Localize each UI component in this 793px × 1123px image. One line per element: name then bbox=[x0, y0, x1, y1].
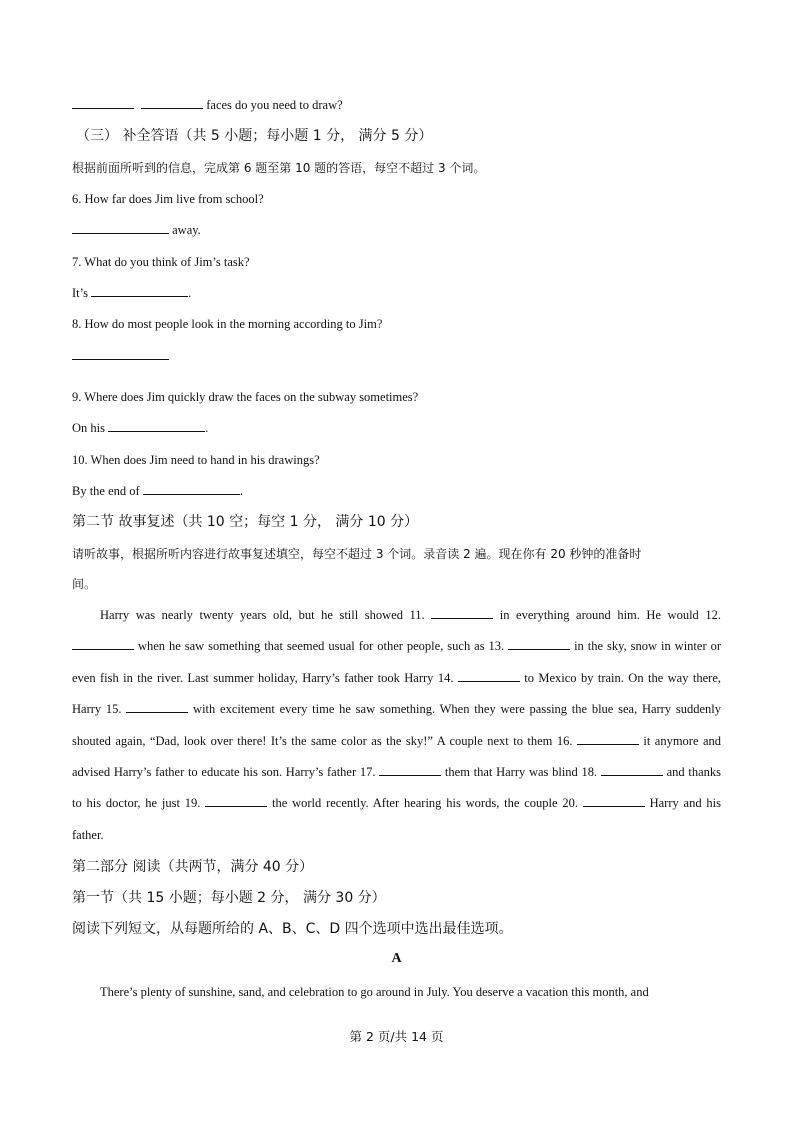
answer-blank[interactable] bbox=[143, 483, 240, 495]
story-text: Harry was nearly twenty years old, but he still showed 11. bbox=[100, 608, 432, 622]
answer-blank[interactable] bbox=[91, 285, 188, 297]
question-10: 10. When does Jim need to hand in his drawings? bbox=[72, 453, 320, 467]
story-text: to Mexico by train. On the way there, Harry 15. bbox=[72, 670, 721, 717]
story-text: in everything around him. He would 12. bbox=[493, 608, 721, 622]
blank-12[interactable] bbox=[72, 638, 134, 650]
story-text: when he saw something that seemed usual for other people, such as 13. bbox=[134, 639, 509, 654]
blank-13[interactable] bbox=[508, 638, 570, 650]
reading-section-1-heading: 第一节（共 15 小题；每小题 2 分， 满分 30 分） bbox=[72, 890, 386, 906]
section-3-instruction: 根据前面所听到的信息，完成第 6 题至第 10 题的答语，每空不超过 3 个词。 bbox=[72, 161, 486, 175]
page-footer: 第 2 页/共 14 页 bbox=[349, 1029, 444, 1044]
answer-6 bbox=[72, 222, 201, 238]
question-9: 9. Where does Jim quickly draw the faces on the subway sometimes? bbox=[72, 390, 419, 404]
answer-suffix: . bbox=[188, 286, 192, 300]
blank-18[interactable] bbox=[601, 764, 663, 776]
question-8: 8. How do most people look in the morning according to Jim? bbox=[72, 317, 383, 331]
story-text: and thanks to his doctor, he just 19. bbox=[72, 765, 721, 811]
reading-part-heading: 第二部分 阅读（共两节，满分 40 分） bbox=[72, 859, 314, 875]
answer-suffix: away. bbox=[169, 223, 201, 237]
blank-16[interactable] bbox=[577, 733, 639, 745]
part-2-instruction-cont: 间。 bbox=[72, 577, 97, 591]
answer-prefix: By the end of bbox=[72, 484, 143, 498]
answer-blank[interactable] bbox=[141, 97, 203, 109]
blank-20[interactable] bbox=[583, 795, 645, 807]
answer-10 bbox=[72, 483, 243, 499]
part-2-heading: 第二节 故事复述（共 10 空；每空 1 分， 满分 10 分） bbox=[72, 514, 419, 530]
question-6: 6. How far does Jim live from school? bbox=[72, 192, 264, 206]
blank-15[interactable] bbox=[126, 701, 188, 713]
story-text: Harry and his father. bbox=[72, 796, 721, 842]
question-7: 7. What do you think of Jim’s task? bbox=[72, 255, 250, 269]
answer-9 bbox=[72, 420, 208, 436]
story-text: with excitement every time he saw something. When they were passing the blue sea, Harry suddenly shouted again, “Dad, look over there! It’s the same color as the sky!” A couple next to them 16. bbox=[72, 702, 721, 748]
passage-label: A bbox=[391, 951, 402, 966]
answer-blank[interactable] bbox=[72, 222, 169, 234]
blank-19[interactable] bbox=[205, 795, 267, 807]
answer-prefix: On his bbox=[72, 421, 109, 435]
story-paragraph bbox=[72, 600, 721, 851]
answer-8 bbox=[72, 348, 169, 364]
blank-11[interactable] bbox=[431, 607, 493, 619]
story-text: in the sky, snow in winter or even fish in the river. Last summer holiday, Harry’s father took Harry 14. bbox=[72, 639, 721, 685]
answer-prefix: It’s bbox=[72, 286, 92, 300]
blank-14[interactable] bbox=[458, 670, 520, 682]
answer-blank[interactable] bbox=[72, 348, 169, 360]
reading-instruction: 阅读下列短文，从每题所给的 A、B、C、D 四个选项中选出最佳选项。 bbox=[72, 921, 513, 937]
section-3-heading: （三） 补全答语（共 5 小题；每小题 1 分， 满分 5 分） bbox=[76, 128, 433, 144]
part-2-instruction: 请听故事，根据所听内容进行故事复述填空，每空不超过 3 个词。录音读 2 遍。现在你有 20 秒钟的准备时 bbox=[72, 547, 642, 561]
answer-blank[interactable] bbox=[108, 420, 205, 432]
story-text: them that Harry was blind 18. bbox=[441, 765, 601, 780]
answer-suffix: . bbox=[205, 421, 209, 435]
top-line bbox=[72, 97, 343, 113]
story-text: the world recently. After hearing his words, the couple 20. bbox=[267, 796, 583, 811]
blank-17[interactable] bbox=[379, 764, 441, 776]
answer-suffix: . bbox=[239, 484, 243, 498]
passage-first-line: There’s plenty of sunshine, sand, and celebration to go around in July. You deserve a vacation this month, and bbox=[100, 985, 649, 999]
answer-blank[interactable] bbox=[72, 97, 134, 109]
story-text: it anymore and advised Harry’s father to educate his son. Harry’s father 17. bbox=[72, 733, 721, 780]
answer-7 bbox=[72, 285, 191, 301]
top-line-text: faces do you need to draw? bbox=[206, 98, 343, 112]
